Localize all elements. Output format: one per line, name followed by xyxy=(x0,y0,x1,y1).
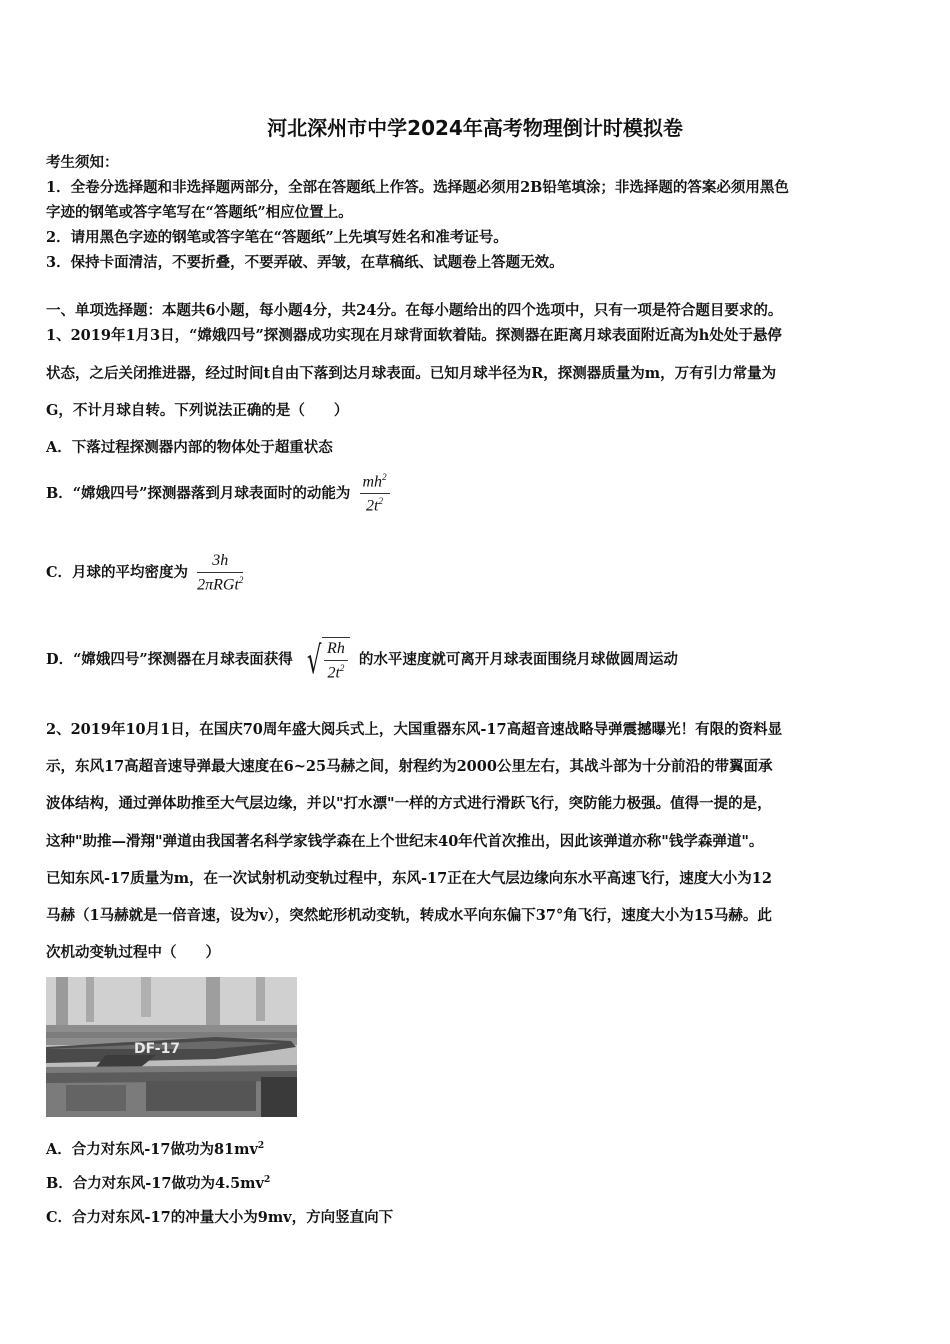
notice-line-3: 2．请用黑色字迹的钢笔或答字笔在“答题纸”上先填写姓名和准考证号。 xyxy=(46,229,508,246)
sqrt-icon: √ xyxy=(306,638,322,682)
df17-missile-photo xyxy=(46,977,297,1117)
q2-line-3: 波体结构，通过弹体助推至大气层边缘，并以"打水漂"一样的方式进行滑跃飞行，突防能力极强。值得一提的是， xyxy=(46,795,772,812)
section-heading: 一、单项选择题：本题共6小题，每小题4分，共24分。在每小题给出的四个选项中，只有一项是符合题目要求的。 xyxy=(46,302,783,319)
q1-d-den-exponent: 2 xyxy=(339,663,345,673)
q1-line-3: G，不计月球自转。下列说法正确的是（ ） xyxy=(46,402,349,419)
notice-heading: 考生须知： xyxy=(46,154,119,171)
q1-b-den-exponent: 2 xyxy=(378,496,383,507)
q1-option-a: A．下落过程探测器内部的物体处于超重状态 xyxy=(46,439,333,456)
q2-line-4: 这种"助推—滑翔"弹道由我国著名科学家钱学森在上个世纪末40年代首次推出，因此该弹道亦称"钱学森弹道"。 xyxy=(46,833,764,850)
q1-c-numerator: 3h xyxy=(197,552,243,573)
page-title: 河北深州市中学2024年高考物理倒计时模拟卷 xyxy=(267,116,683,140)
q1-b-denominator: 2t xyxy=(366,497,379,515)
q1-c-den-exponent: 2 xyxy=(238,575,244,585)
q1-option-d-text1: D．“嫦娥四号”探测器在月球表面获得 xyxy=(46,651,293,668)
q2-option-b-exponent: 2 xyxy=(263,1175,271,1186)
q2-line-2: 示，东风17高超音速导弹最大速度在6~25马赫之间，射程约为2000公里左右，其战斗部为十分前沿的带翼面承 xyxy=(46,758,773,775)
notice-line-2: 字迹的钢笔或答字笔写在“答题纸”相应位置上。 xyxy=(46,204,353,221)
q2-option-c: C．合力对东风-17的冲量大小为9mv，方向竖直向下 xyxy=(46,1209,394,1226)
q1-option-b-fraction xyxy=(360,472,390,516)
q1-line-1: 1、2019年1月3日，“嫦娥四号”探测器成功实现在月球背面软着陆。探测器在距离月球表面附近高为h处处于悬停 xyxy=(46,327,782,344)
q1-option-c-text: C．月球的平均密度为 xyxy=(46,564,189,582)
notice-line-1: 1．全卷分选择题和非选择题两部分，全部在答题纸上作答。选择题必须用2B铅笔填涂；非选择题的答案必须用黑色 xyxy=(46,179,789,196)
q2-line-5: 已知东风-17质量为m，在一次试射机动变轨过程中，东风-17正在大气层边缘向东水平高速飞行，速度大小为12 xyxy=(46,870,772,887)
q1-option-d-sqrt xyxy=(302,637,350,683)
q1-d-denominator: 2t xyxy=(327,664,340,682)
q2-option-a-text: A．合力对东风-17做功为81mv xyxy=(46,1141,258,1158)
q2-line-1: 2、2019年10月1日，在国庆70周年盛大阅兵式上，大国重器东风-17高超音速战略导弹震撼曝光！有限的资料显 xyxy=(46,721,783,738)
q1-b-numerator: mh xyxy=(362,473,383,491)
q1-option-b xyxy=(46,472,394,516)
df17-photo-label: DF-17 xyxy=(134,1041,181,1057)
q2-line-7: 次机动变轨过程中（ ） xyxy=(46,944,220,961)
q1-option-c xyxy=(46,552,247,594)
q2-option-a xyxy=(46,1138,264,1159)
q1-option-d xyxy=(46,637,678,683)
q1-option-c-fraction xyxy=(197,552,243,594)
q1-c-denominator: 2πRGt xyxy=(197,576,239,594)
notice-line-4: 3．保持卡面清洁，不要折叠，不要弄破、弄皱，在草稿纸、试题卷上答题无效。 xyxy=(46,254,564,271)
q2-option-b-text: B．合力对东风-17做功为4.5mv xyxy=(46,1175,264,1192)
q1-d-numerator: Rh xyxy=(324,640,348,661)
q1-line-2: 状态，之后关闭推进器，经过时间t自由下落到达月球表面。已知月球半径为R，探测器质量为m，万有引力常量为 xyxy=(46,365,777,382)
q1-b-num-exponent: 2 xyxy=(382,472,387,482)
q2-line-6: 马赫（1马赫就是一倍音速，设为v），突然蛇形机动变轨，转成水平向东偏下37°角飞行，速度大小为15马赫。此 xyxy=(46,907,772,924)
q2-option-a-exponent: 2 xyxy=(257,1141,265,1152)
q1-option-b-text: B．“嫦娥四号”探测器落到月球表面时的动能为 xyxy=(46,484,351,502)
q1-option-d-text2: 的水平速度就可离开月球表面围绕月球做圆周运动 xyxy=(358,651,678,668)
q2-option-b xyxy=(46,1172,270,1193)
